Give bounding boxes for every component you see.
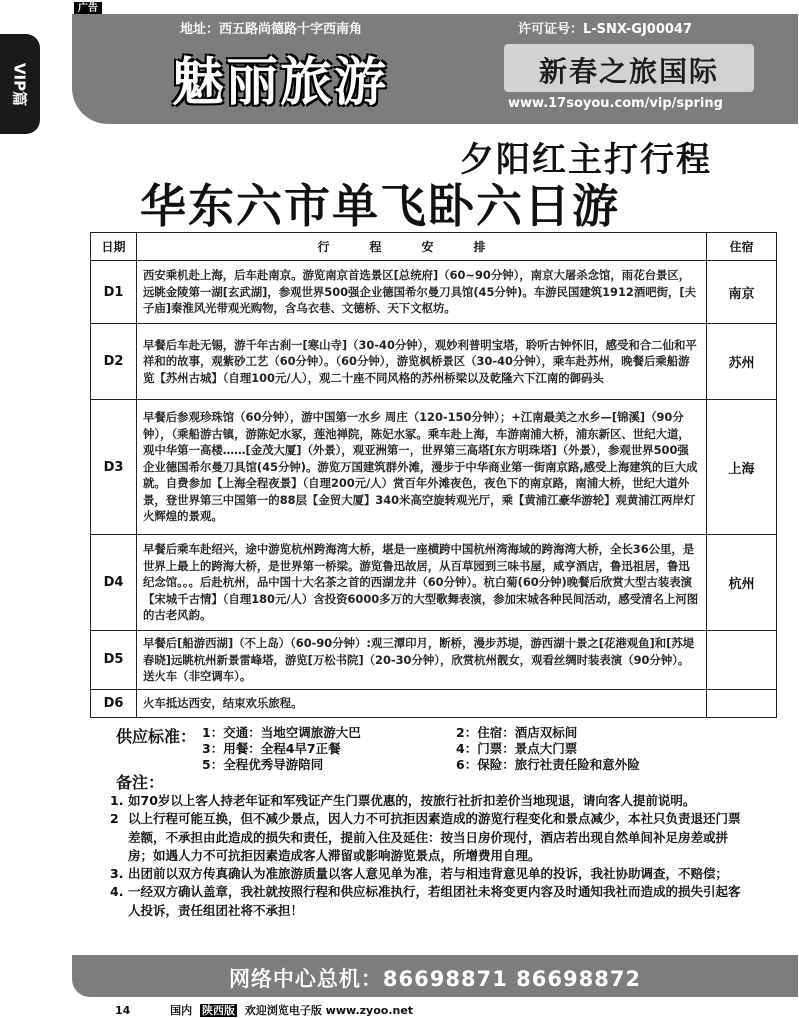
table-row [91,689,777,717]
region-badge: 陕西版 [202,1004,235,1017]
brand-logo-text: 魅丽旅游 [172,53,389,113]
note-item: 3. 出团前以双方传真确认为准旅游质量以客人意见单为准，若与相违背意见单的投诉，我社协助调查，不赔偿； [110,866,729,882]
stay-cell: 杭州 [707,535,777,631]
footer-slogan[interactable]: 欢迎浏览电子版 www.zyoo.net [244,1004,414,1017]
itinerary-table [90,232,777,718]
table-row [91,400,777,535]
stay-cell: 上海 [707,400,777,535]
supply-title: 供应标准： [116,727,197,746]
stay-cell [707,689,777,717]
plan-cell: 早餐后[船游西湖]（不上岛）（60-90分钟）:观三潭印月，断桥，漫步苏堤，游西湖十景之[花港观鱼]和[苏堤春晓]远眺杭州新景雷峰塔，游览[万松书院]（20-30分钟），欣赏杭州靓女，观看丝绸时装表演（90分钟）。送火车（非空调车）。 [137,631,707,690]
page-number: 14 [115,1004,131,1017]
slogan-box [504,44,754,92]
vip-label: VIP篇 [10,62,29,107]
note-item: 1. 如70岁以上客人持老年证和军残证产生门票优惠的，按旅行社折扣差价当地现退，请向客人提前说明。 [110,793,696,808]
header-banner [72,14,798,124]
plan-cell: 早餐后车赴无锡，游千年古刹一[寒山寺]（30-40分钟），观妙利普明宝塔，聆听古钟怀旧，感受和合二仙和平祥和的故事，观紫砂工艺（60分钟）。（60分钟），游览枫桥景区（30-40分钟），乘车赴苏州，晚餐后乘船游览【苏州古城】（自理100元/人），观二十座不同风格的苏州桥梁以及乾隆六下江南的御码头 [137,324,707,400]
day-cell: D3 [91,400,137,535]
notes-title: 备注： [116,773,165,792]
supply-item: 5：全程优秀导游陪同 [202,757,324,772]
plan-cell: 西安乘机赴上海，后车赴南京。游览南京首选景区[总统府]（60~90分钟），南京大屠杀念馆，雨花台景区，远眺金陵第一湖[玄武湖]，参观世界500强企业德国希尔曼刀具馆(45分钟)。车游民国建筑1912酒吧街，[夫子庙]秦淮风光带观光购物，含乌衣巷、文德桥、天下文枢坊。 [137,261,707,324]
stay-cell [707,631,777,690]
supply-item: 4：门票：景点大门票 [456,741,578,756]
sub-title: 夕阳红主打行程 [460,140,712,180]
note-item: 2 以上行程可能互换，但不减少景点，因人力不可抗拒因素造成的游览行程变化和景点减少，本社只负责退还门票差额，不承担由此造成的损失和责任，提前入住及延住：按当日房价现付，酒店若出现自然单间补足房差或拼房；如遇人力不可抗拒因素造成客人滞留或影响游览景点，所增费用自理。 [110,811,741,863]
license-text: 许可证号：L-SNX-GJ00047 [518,22,693,37]
day-cell: D2 [91,324,137,400]
ad-tag: 广告 [74,2,102,15]
main-title: 华东六市单飞卧六日游 [140,179,620,233]
header-day: 日期 [91,233,137,261]
plan-cell: 早餐后参观珍珠馆（60分钟），游中国第一水乡 周庄（120-150分钟）；+江南最美之水乡—[锦溪]（90分钟），（乘船游古镇，游陈妃水冢，莲池禅院，陈妃水冢。乘车赴上海，车游南浦大桥，浦东新区、世纪大道，观中华第一高楼……[金茂大厦]（外景），观亚洲第一，世界第三高塔[东方明珠塔]（外景），参观世界500强企业德国希尔曼刀具馆(45分钟)。游览万国建筑群外滩，漫步于中华商业第一街南京路,感受上海建筑的巨大成就。自费参加【上海全程夜景】（自理200元/人）赏百年外滩夜色，夜色下的南京路，南浦大桥，世纪大道外景，登世界第三中国第一的88层【金贸大厦】340米高空旋转观光厅，乘【黄浦江豪华游轮】观黄浦江两岸灯火辉煌的景观。 [137,400,707,535]
hotline-text: 网络中心总机：86698871 86698872 [228,967,642,991]
hotline-bar [72,955,798,997]
plan-cell: 早餐后乘车赴绍兴，途中游览杭州跨海湾大桥，堪是一座横跨中国杭州湾海域的跨海湾大桥，全长36公里，是世界上最上的跨海大桥，是世界第一桥梁。游览鲁迅故居，从百草园到三味书屋，咸亨酒店，鲁迅祖居，鲁迅纪念馆。。。后赴杭州，品中国十大名茶之首的西湖龙井（60分钟）。杭白菊(60分钟)晚餐后欣赏大型古装表演【宋城千古情】（自理180元/人）含投资6000多万的大型歌舞表演，参加宋城各种民间活动，感受清名上河图的古老风韵。 [137,535,707,631]
section-label: 国内 [170,1004,193,1017]
website-url[interactable]: www.17soyou.com/vip/spring [508,96,723,111]
table-row [91,535,777,631]
table-header-row [91,233,777,261]
slogan-text: 新春之旅国际 [538,55,719,88]
supply-item: 6：保险：旅行社责任险和意外险 [456,757,640,772]
day-cell: D6 [91,689,137,717]
table-row [91,631,777,690]
vip-section-tab [0,34,40,134]
table-row [91,324,777,400]
stay-cell: 南京 [707,261,777,324]
table-row [91,261,777,324]
stay-cell: 苏州 [707,324,777,400]
header-stay: 住宿 [707,233,777,261]
note-item: 4. 一经双方确认盖章，我社就按照行程和供应标准执行，若组团社未将变更内容及时通知我社而造成的损失引起客人投诉，责任组团社将不承担！ [110,884,741,918]
day-cell: D5 [91,631,137,690]
supply-item: 3：用餐：全程4早7正餐 [202,741,341,756]
notes-list [110,792,750,920]
supply-item: 2：住宿：酒店双标间 [456,725,578,740]
plan-cell: 火车抵达西安，结束欢乐旅程。 [137,689,707,717]
day-cell: D4 [91,535,137,631]
page-footer [115,1002,413,1018]
day-cell: D1 [91,261,137,324]
header-plan: 行程安排 [137,233,707,261]
supply-item: 1：交通：当地空调旅游大巴 [202,725,361,740]
address-text: 地址：西五路尚德路十字西南角 [180,22,363,37]
